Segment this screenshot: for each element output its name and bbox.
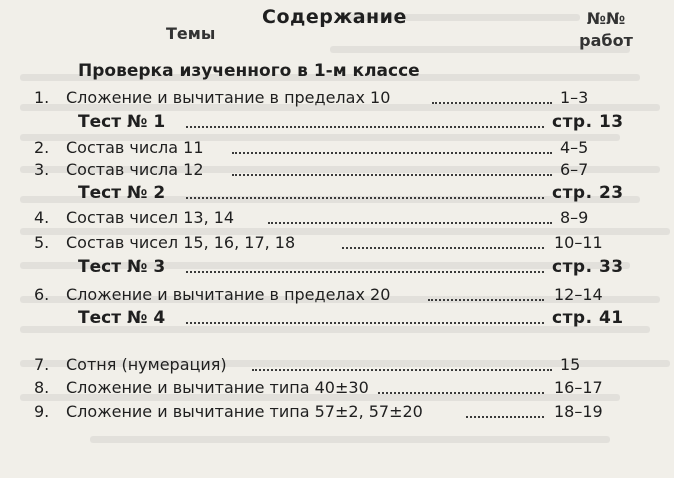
test-page: стр. 41 [552, 308, 624, 328]
test-page: стр. 13 [552, 112, 624, 132]
test-page: стр. 33 [552, 257, 624, 277]
toc-entry [0, 353, 674, 377]
entry-pages: 4–5 [560, 138, 589, 157]
entry-number: 9. [34, 402, 50, 421]
toc-entry [0, 283, 674, 307]
entry-number: 7. [34, 355, 50, 374]
entry-pages: 6–7 [560, 160, 589, 179]
entry-label: Сложение и вычитание в пределах 20 [66, 285, 391, 304]
test-label: Тест № 2 [78, 183, 166, 203]
entry-number: 1. [34, 88, 50, 107]
dot-leader [186, 322, 544, 324]
dot-leader [432, 102, 552, 104]
toc-test-entry [0, 110, 674, 134]
entry-label: Сложение и вычитание в пределах 10 [66, 88, 391, 107]
page-title: Содержание [262, 6, 407, 28]
dot-leader [342, 247, 544, 249]
entry-label: Сотня (нумерация) [66, 355, 227, 374]
works-header-label: работ [579, 31, 633, 50]
entry-number: 5. [34, 233, 50, 252]
toc-test-entry [0, 255, 674, 279]
entry-pages: 12–14 [554, 285, 603, 304]
entry-pages: 10–11 [554, 233, 603, 252]
dot-leader [466, 416, 544, 418]
dot-leader [428, 299, 544, 301]
works-header-number-sign: №№ [586, 9, 626, 28]
dot-leader [232, 152, 552, 154]
entry-label: Состав числа 11 [66, 138, 204, 157]
dot-leader [232, 174, 552, 176]
dot-leader [186, 126, 544, 128]
entry-label: Состав числа 12 [66, 160, 204, 179]
toc-test-entry [0, 181, 674, 205]
entry-pages: 8–9 [560, 208, 589, 227]
entry-number: 2. [34, 138, 50, 157]
entry-label: Состав чисел 13, 14 [66, 208, 235, 227]
entry-label: Сложение и вычитание типа 57±2, 57±20 [66, 402, 423, 421]
toc-entry [0, 400, 674, 424]
entry-number: 4. [34, 208, 50, 227]
test-label: Тест № 4 [78, 308, 166, 328]
works-column-header [566, 8, 646, 52]
dot-leader [268, 222, 552, 224]
entry-pages: 18–19 [554, 402, 603, 421]
test-label: Тест № 1 [78, 112, 166, 132]
test-label: Тест № 3 [78, 257, 166, 277]
entry-pages: 16–17 [554, 378, 603, 397]
dot-leader [252, 369, 552, 371]
toc-test-entry [0, 306, 674, 330]
topics-column-header: Темы [166, 24, 216, 43]
toc-entry [0, 136, 674, 160]
dot-leader [186, 271, 544, 273]
entry-pages: 15 [560, 355, 581, 374]
toc-entry [0, 206, 674, 230]
entry-number: 6. [34, 285, 50, 304]
entry-pages: 1–3 [560, 88, 589, 107]
toc-entry [0, 86, 674, 110]
toc-entry [0, 376, 674, 400]
entry-number: 3. [34, 160, 50, 179]
dot-leader [378, 392, 544, 394]
toc-entry [0, 158, 674, 182]
entry-label: Состав чисел 15, 16, 17, 18 [66, 233, 296, 252]
section-heading: Проверка изученного в 1-м классе [78, 61, 420, 81]
test-page: стр. 23 [552, 183, 624, 203]
entry-label: Сложение и вычитание типа 40±30 [66, 378, 369, 397]
toc-entry [0, 231, 674, 255]
dot-leader [186, 197, 544, 199]
entry-number: 8. [34, 378, 50, 397]
